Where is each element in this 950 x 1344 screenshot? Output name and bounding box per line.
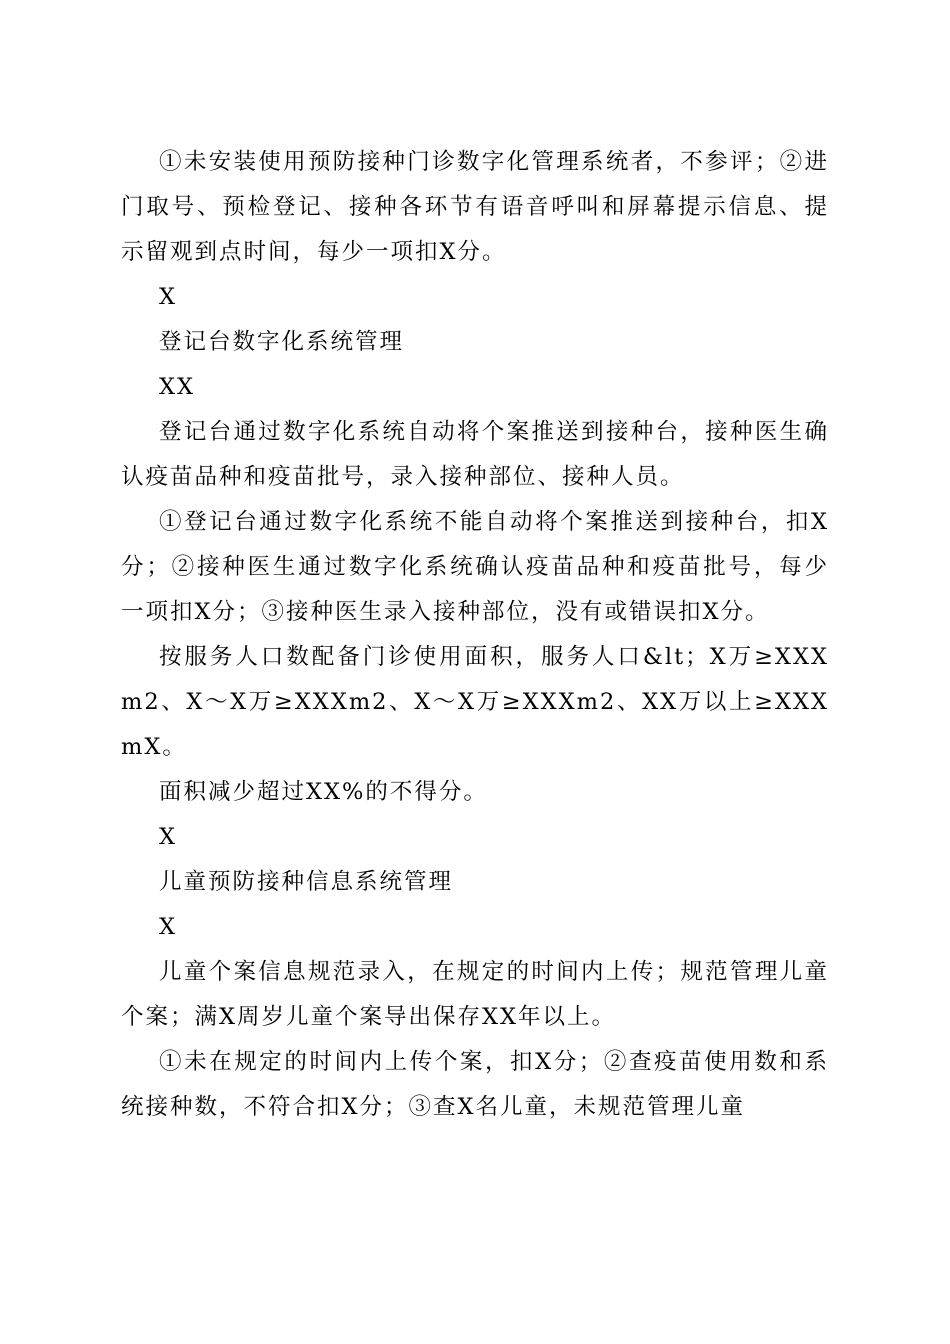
paragraph-child-record-requirement: 儿童个案信息规范录入，在规定的时间内上传；规范管理儿童个案；满X周岁儿童个案导出保存XX年以上。 [121,959,829,1030]
paragraph-child-record-scoring: ①未在规定的时间内上传个案，扣X分；②查疫苗使用数和系统接种数，不符合扣X分；③查X名儿童，未规范管理儿童 [121,1049,829,1120]
paragraph-registration-scoring: ①登记台通过数字化系统不能自动将个案推送到接种台，扣X分；②接种医生通过数字化系统确认疫苗品种和疫苗批号，每少一项扣X分；③接种医生录入接种部位，没有或错误扣X分。 [121,509,829,625]
paragraph-clinic-area-requirement: 按服务人口数配备门诊使用面积，服务人口&lt；X万≥XXXm2、X～X万≥XXXm2、X～X万≥XXXm2、XX万以上≥XXXmX。 [121,644,829,760]
score-value: XX [159,374,196,400]
score-value: X [159,824,178,850]
paragraph-no-digital-system: ①未安装使用预防接种门诊数字化管理系统者，不参评；②进门取号、预检登记、接种各环节有语音呼叫和屏幕提示信息、提示留观到点时间，每少一项扣X分。 [121,149,829,265]
item-title-registration-desk: 登记台数字化系统管理 [159,329,405,355]
paragraph-registration-requirement: 登记台通过数字化系统自动将个案推送到接种台，接种医生确认疫苗品种和疫苗批号，录入接种部位、接种人员。 [121,419,829,490]
score-value: X [159,914,178,940]
paragraph-area-scoring: 面积减少超过XX%的不得分。 [159,779,488,805]
document-body [121,140,829,1130]
item-title-child-immunization-system: 儿童预防接种信息系统管理 [159,869,454,895]
score-value: X [159,284,178,310]
